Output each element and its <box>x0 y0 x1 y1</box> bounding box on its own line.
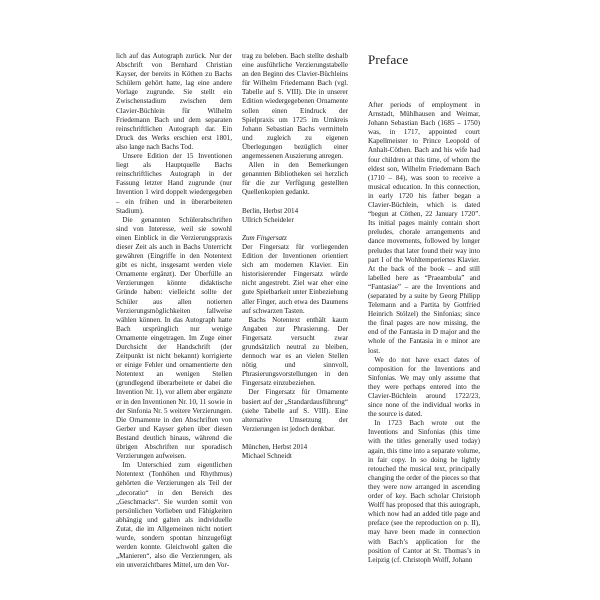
paragraph: Die genannten Schülerabschriften sind von Interesse, weil sie sowohl einen Einblick in die Verzierungspraxis dieser Zeit als auch in Bachs Unterricht gewähren (Eingriffe in den Notentext gibt es nicht, insgesamt werden viele Ornamente ergänzt). Der Überfülle an Verzierungen könnte didaktische Gründe haben: vielleicht sollte der Schüler aus allen notierten Verzierungsmöglichkeiten fallweise wählen können. In das Autograph hatte Bach ursprünglich nur wenige Ornamente eingetragen. Im Zuge einer Durchsicht der Handschrift (der Zeitpunkt ist nicht bekannt) korrigierte er einige Fehler und ornamentierte den Notentext an wenigen Stellen (grundlegend überarbeitete er dabei die Invention Nr. 1), vor allem aber ergänzte er in den Inventionen Nr. 10, 11 sowie in der Sinfonia Nr. 5 weitere Verzierungen. Die Ornamente in den Abschriften von Gerber und Kayser gehen über diesen Bestand deutlich hinaus, während die übrigen Abschriften nur sporadisch Verzierungen aufweisen. <box>116 215 232 461</box>
paragraph: After periods of employment in Arnstadt, Mühlhausen and Weimar, Johann Sebastian Bach (1685 – 1750) was, in 1717, appointed court Kapellmeister to Prince Leopold of Anhalt-Cöthen. Bach and his wife had four children at this time, of whom the eldest son, Wilhelm Friedemann Bach (1710 – 84), was soon to receive a musical education. In this connection, in early 1720 his father began a Clavier-Büchlein, which is dated “begun at Cöthen, 22 January 1720”. Its initial pages mainly contain short preludes, chorale arrangements and dance movements, followed by longer preludes that later found their way into part I of the Wohltemperiertes Klavier. At the back of the book – and still labelled here as “Praeambula” and “Fantasiae” – are the Inventions and (separated by a suite by Georg Philipp Telemann and a Partita by Gottfried Heinrich Stölzel) the Sinfonias; since the final pages are now missing, the end of the Fantasia in D major and the whole of the Fantasia in e minor are lost. <box>368 101 480 355</box>
signature-name: Michael Schneidt <box>242 452 292 461</box>
paragraph: Allen in den Bemerkungen genannten Bibliotheken sei herzlich für die zur Verfügung gestellten Quellenkopien gedankt. <box>242 161 348 197</box>
paragraph: lich auf das Autograph zurück. Nur der Abschrift von Bernhard Christian Kayser, der bereits in Köthen zu Bachs Schülern gehört hatte, lag eine andere Vorlage zugrunde. Sie stellt ein Zwischenstadium zwischen dem Clavier-Büchlein für Wilhelm Friedemann Bach und dem separaten reinschriftlichen Autograph dar. Ein Druck des Werks erschien erst 1801, also lange nach Bachs Tod. <box>116 52 232 151</box>
column-german-right <box>242 52 348 461</box>
column-german-left <box>116 52 232 570</box>
signature-name: Ullrich Scheideler <box>242 215 294 224</box>
paragraph: Bachs Notentext enthält kaum Angaben zur Phrasierung. Der Fingersatz versucht zwar grundsätzlich neutral zu bleiben, dennoch war es an vielen Stellen nötig und sinnvoll, Phrasierungsvorstellungen in den Fingersatz einzubeziehen. <box>242 315 348 388</box>
column-english <box>368 101 480 565</box>
section-title-text: Zum Fingersatz <box>242 233 287 242</box>
paragraph: In 1723 Bach wrote out the Inventions and Sinfonias (this time with the titles generally used today) again, this time into a separate volume, in fair copy. In so doing he lightly retouched the musical text, principally changing the order of the pieces so that they were now arranged in ascending order of key. Bach scholar Christoph Wolff has proposed that this autograph, which now had an added title page and preface (see the reproduction on p. II), may have been made in connection with Bach’s application for the position of Cantor at St. Thomas’s in Leipzig (cf. Christoph Wolff, Johann <box>368 419 480 564</box>
paragraph: We do not have exact dates of composition for the Inventions and Sinfonias. We may only assume that they were perhaps entered into the Clavier-Büchlein around 1722/23, since none of the individual works in the source is dated. <box>368 355 480 419</box>
paragraph: Unsere Edition der 15 Inventionen liegt als Hauptquelle Bachs reinschriftliches Autograph in der Fassung letzter Hand zugrunde (nur Invention 1 wird doppelt wiedergegeben – ein frühen und in überarbeiteten Stadium). <box>116 152 232 215</box>
paragraph: Der Fingersatz für Ornamente basiert auf der „Standardausführung“ (siehe Tabelle auf S. VIII). Eine alternative Umsetzung der Verzierungen ist jedoch denkbar. <box>242 388 348 433</box>
paragraph: trag zu beleben. Bach stellte deshalb eine ausführliche Verzierungstabelle an den Beginn des Clavier-Büchleins für Wilhelm Friedemann Bach (vgl. Tabelle auf S. VIII). Die in unserer Edition wiedergegebenen Ornamente sollen einen Eindruck der Spielpraxis um 1725 im Umkreis Johann Sebastian Bachs vermitteln und zugleich zu eigenen Überlegungen bezüglich einer angemessenen Auszierung anregen. <box>242 52 348 161</box>
section-title <box>242 234 348 243</box>
signature-place: Berlin, Herbst 2014 <box>242 206 299 215</box>
preface-heading: Preface <box>368 52 409 67</box>
signature-place: München, Herbst 2014 <box>242 443 308 452</box>
paragraph: Der Fingersatz für vorliegenden Edition der Inventionen orientiert sich am modernen Klavier. Ein historisierender Fingersatz würde nicht angestrebt. Ziel war eher eine gute Spielbarkeit unter Einbeziehung aller Finger, auch etwa des Daumens auf schwarzen Tasten. <box>242 242 348 315</box>
paragraph: Im Unterschied zum eigentlichen Notentext (Tonhöhen und Rhythmus) gehörten die Verzierungen als Teil der „decoratio“ in den Bereich des „Geschmacks“. Sie wurden somit von persönlichen Vorlieben und Fähigkeiten abhängig und galten als individuelle Zutat, die im Allgemeinen nicht notiert wurde, sondern spontan hinzugefügt werden konnte. Gleichwohl galten die „Manieren“, also die Verzierungen, als ein unverzichtbares Mittel, um den Vor- <box>116 461 232 570</box>
